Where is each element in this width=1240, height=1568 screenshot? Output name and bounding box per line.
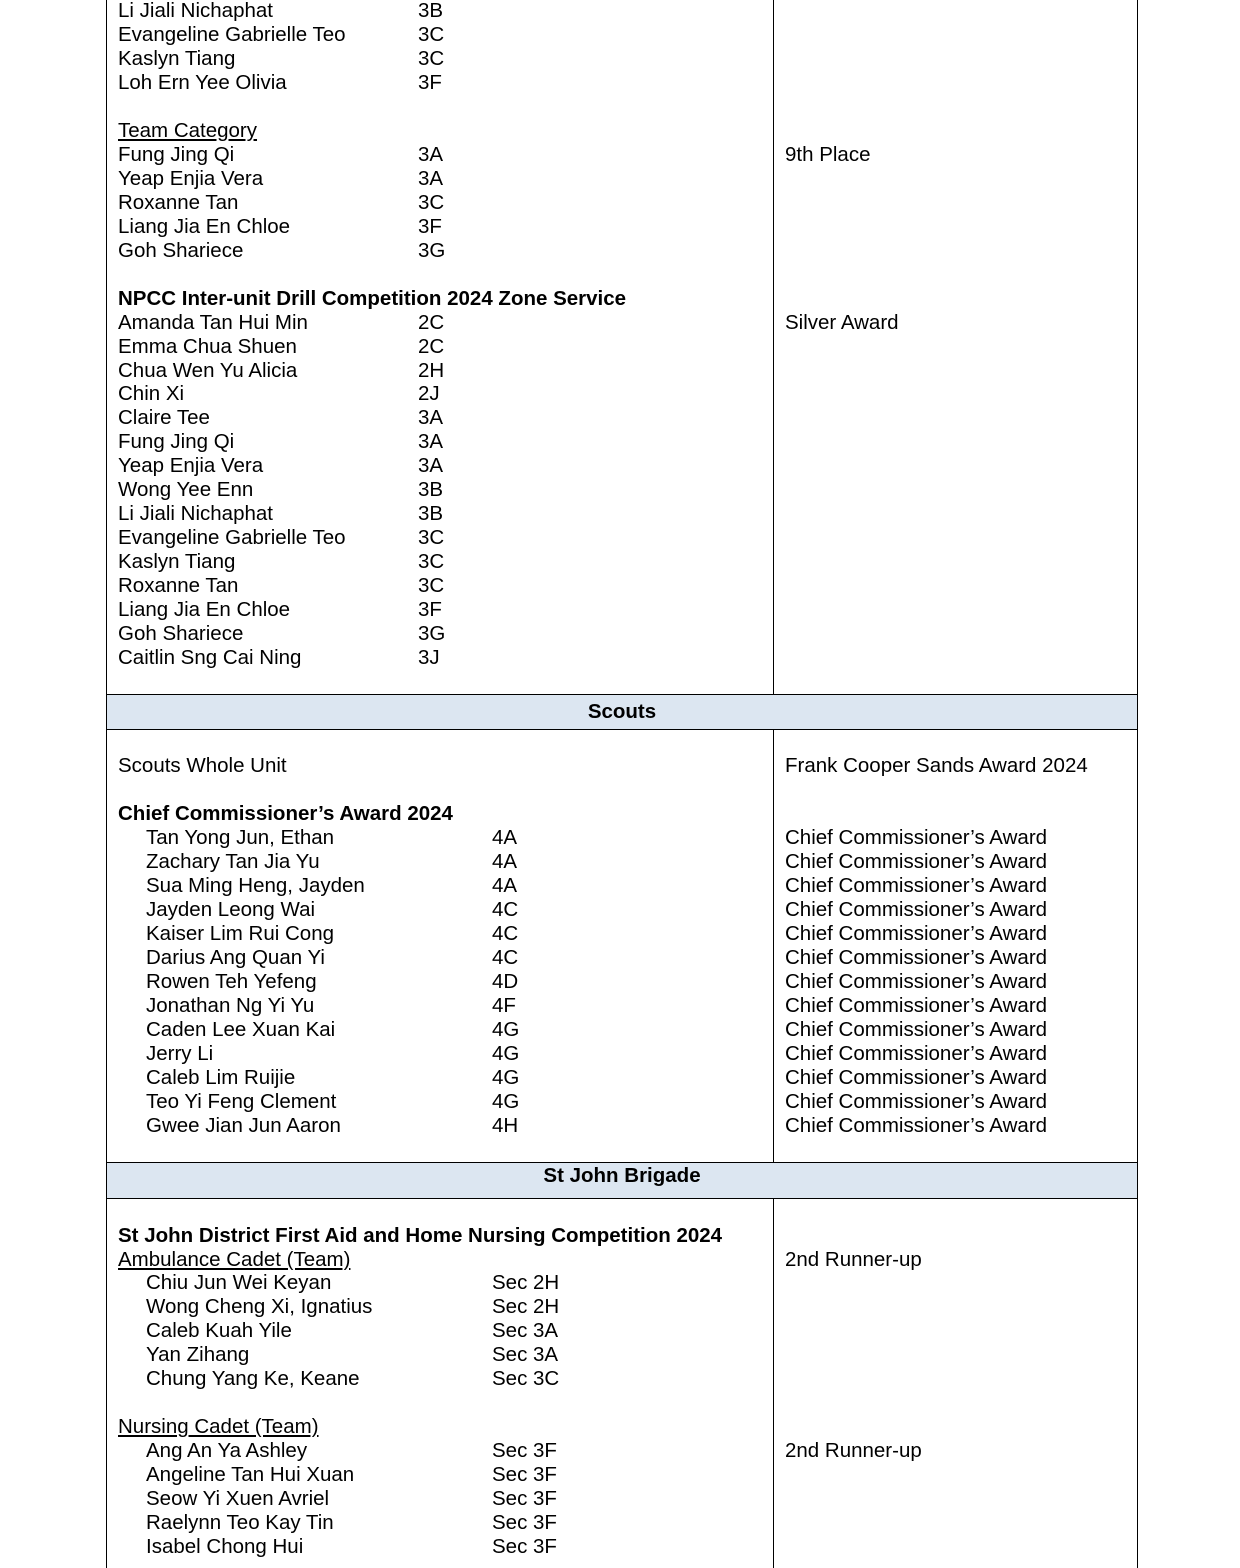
student-name: Ang An Ya Ashley <box>146 1439 308 1462</box>
nursing-cadet-result: 2nd Runner-up <box>785 1439 922 1462</box>
ambulance-cadet-result: 2nd Runner-up <box>785 1248 922 1271</box>
student-class: Sec 3C <box>492 1367 560 1390</box>
student-name: Teo Yi Feng Clement <box>146 1090 337 1113</box>
student-award: Chief Commissioner’s Award <box>785 826 1048 849</box>
student-class: 4F <box>492 994 516 1017</box>
student-name: Darius Ang Quan Yi <box>146 946 325 969</box>
student-class: 4C <box>492 922 519 945</box>
student-award: Chief Commissioner’s Award <box>785 1018 1048 1041</box>
student-award: Chief Commissioner’s Award <box>785 994 1048 1017</box>
student-class: 3C <box>418 47 445 70</box>
student-class: 3F <box>418 598 442 621</box>
st-john-competition-heading: St John District First Aid and Home Nursing Competition 2024 <box>118 1224 723 1247</box>
student-name: Zachary Tan Jia Yu <box>146 850 320 873</box>
student-class: Sec 3F <box>492 1463 557 1486</box>
student-name: Fung Jing Qi <box>118 143 235 166</box>
student-name: Roxanne Tan <box>118 574 239 597</box>
student-name: Caitlin Sng Cai Ning <box>118 646 302 669</box>
student-class: Sec 3A <box>492 1343 559 1366</box>
student-name: Fung Jing Qi <box>118 430 235 453</box>
student-class: 3A <box>418 406 444 429</box>
student-class: Sec 2H <box>492 1271 560 1294</box>
student-name: Angeline Tan Hui Xuan <box>146 1463 355 1486</box>
student-name: Caden Lee Xuan Kai <box>146 1018 336 1041</box>
student-class: 3G <box>418 239 446 262</box>
student-name: Evangeline Gabrielle Teo <box>118 526 346 549</box>
student-class: 4G <box>492 1042 520 1065</box>
student-name: Chua Wen Yu Alicia <box>118 359 298 382</box>
student-name: Evangeline Gabrielle Teo <box>118 23 346 46</box>
table-left-border <box>106 0 107 1568</box>
student-class: 2J <box>418 382 440 405</box>
student-award: Chief Commissioner’s Award <box>785 922 1048 945</box>
student-class: 4H <box>492 1114 519 1137</box>
student-name: Roxanne Tan <box>118 191 239 214</box>
student-name: Isabel Chong Hui <box>146 1535 304 1558</box>
student-award: Chief Commissioner’s Award <box>785 970 1048 993</box>
student-class: 3F <box>418 215 442 238</box>
student-class: 2C <box>418 335 445 358</box>
student-class: 3A <box>418 167 444 190</box>
drill-competition-heading: NPCC Inter-unit Drill Competition 2024 Zone Service <box>118 287 627 310</box>
student-name: Loh Ern Yee Olivia <box>118 71 287 94</box>
student-class: 2H <box>418 359 445 382</box>
student-name: Tan Yong Jun, Ethan <box>146 826 335 849</box>
student-name: Jonathan Ng Yi Yu <box>146 994 315 1017</box>
column-divider <box>773 1199 774 1568</box>
student-class: Sec 3F <box>492 1511 557 1534</box>
student-name: Kaiser Lim Rui Cong <box>146 922 334 945</box>
student-name: Wong Yee Enn <box>118 478 254 501</box>
student-class: 3B <box>418 0 444 22</box>
student-class: 3C <box>418 550 445 573</box>
student-class: 3C <box>418 574 445 597</box>
student-class: 3C <box>418 526 445 549</box>
student-name: Goh Shariece <box>118 622 244 645</box>
student-class: 3J <box>418 646 440 669</box>
student-class: 4C <box>492 898 519 921</box>
scouts-whole-unit-label: Scouts Whole Unit <box>118 754 287 777</box>
student-class: 4G <box>492 1066 520 1089</box>
student-class: 3A <box>418 430 444 453</box>
student-class: 3F <box>418 71 442 94</box>
student-award: Chief Commissioner’s Award <box>785 898 1048 921</box>
student-class: 3A <box>418 454 444 477</box>
student-name: Liang Jia En Chloe <box>118 215 291 238</box>
student-name: Gwee Jian Jun Aaron <box>146 1114 341 1137</box>
team-category-result: 9th Place <box>785 143 871 166</box>
student-class: Sec 3F <box>492 1535 557 1558</box>
student-class: 4A <box>492 826 518 849</box>
student-class: 4A <box>492 874 518 897</box>
column-divider <box>773 0 774 694</box>
ambulance-cadet-heading: Ambulance Cadet (Team) <box>118 1248 351 1271</box>
student-class: 3B <box>418 502 444 525</box>
student-name: Yeap Enjia Vera <box>118 167 264 190</box>
student-award: Chief Commissioner’s Award <box>785 1114 1048 1137</box>
student-name: Caleb Kuah Yile <box>146 1319 292 1342</box>
student-class: 4C <box>492 946 519 969</box>
team-category-heading: Team Category <box>118 119 258 142</box>
student-name: Caleb Lim Ruijie <box>146 1066 296 1089</box>
column-divider <box>773 730 774 1162</box>
student-name: Emma Chua Shuen <box>118 335 297 358</box>
row-divider <box>106 729 1138 730</box>
student-name: Amanda Tan Hui Min <box>118 311 308 334</box>
student-name: Li Jiali Nichaphat <box>118 502 273 525</box>
student-name: Li Jiali Nichaphat <box>118 0 273 22</box>
student-name: Jayden Leong Wai <box>146 898 316 921</box>
student-class: 3C <box>418 191 445 214</box>
student-name: Liang Jia En Chloe <box>118 598 291 621</box>
student-class: 3A <box>418 143 444 166</box>
student-name: Wong Cheng Xi, Ignatius <box>146 1295 373 1318</box>
student-name: Chin Xi <box>118 382 185 405</box>
student-name: Yeap Enjia Vera <box>118 454 264 477</box>
student-name: Sua Ming Heng, Jayden <box>146 874 365 897</box>
student-name: Rowen Teh Yefeng <box>146 970 317 993</box>
student-class: 4G <box>492 1018 520 1041</box>
student-class: Sec 3F <box>492 1487 557 1510</box>
section-header-st-john-brigade: St John Brigade <box>107 1163 1137 1198</box>
row-divider <box>106 1198 1138 1199</box>
student-award: Chief Commissioner’s Award <box>785 1090 1048 1113</box>
student-award: Chief Commissioner’s Award <box>785 850 1048 873</box>
student-name: Kaslyn Tiang <box>118 550 236 573</box>
student-class: Sec 3A <box>492 1319 559 1342</box>
student-name: Seow Yi Xuen Avriel <box>146 1487 330 1510</box>
student-class: 3B <box>418 478 444 501</box>
student-class: Sec 3F <box>492 1439 557 1462</box>
student-name: Goh Shariece <box>118 239 244 262</box>
student-name: Yan Zihang <box>146 1343 250 1366</box>
student-class: 4A <box>492 850 518 873</box>
table-right-border <box>1137 0 1138 1568</box>
student-class: 4D <box>492 970 519 993</box>
student-name: Claire Tee <box>118 406 210 429</box>
student-award: Chief Commissioner’s Award <box>785 1066 1048 1089</box>
student-class: 3G <box>418 622 446 645</box>
student-award: Chief Commissioner’s Award <box>785 1042 1048 1065</box>
student-name: Jerry Li <box>146 1042 214 1065</box>
drill-competition-result: Silver Award <box>785 311 899 334</box>
chief-commissioner-heading: Chief Commissioner’s Award 2024 <box>118 802 453 825</box>
student-name: Chiu Jun Wei Keyan <box>146 1271 332 1294</box>
student-class: 3C <box>418 23 445 46</box>
section-header-scouts: Scouts <box>107 695 1137 729</box>
student-class: Sec 2H <box>492 1295 560 1318</box>
student-name: Chung Yang Ke, Keane <box>146 1367 360 1390</box>
student-award: Chief Commissioner’s Award <box>785 946 1048 969</box>
scouts-whole-unit-award: Frank Cooper Sands Award 2024 <box>785 754 1088 777</box>
nursing-cadet-heading: Nursing Cadet (Team) <box>118 1415 319 1438</box>
student-name: Raelynn Teo Kay Tin <box>146 1511 334 1534</box>
student-name: Kaslyn Tiang <box>118 47 236 70</box>
student-class: 4G <box>492 1090 520 1113</box>
student-class: 2C <box>418 311 445 334</box>
student-award: Chief Commissioner’s Award <box>785 874 1048 897</box>
